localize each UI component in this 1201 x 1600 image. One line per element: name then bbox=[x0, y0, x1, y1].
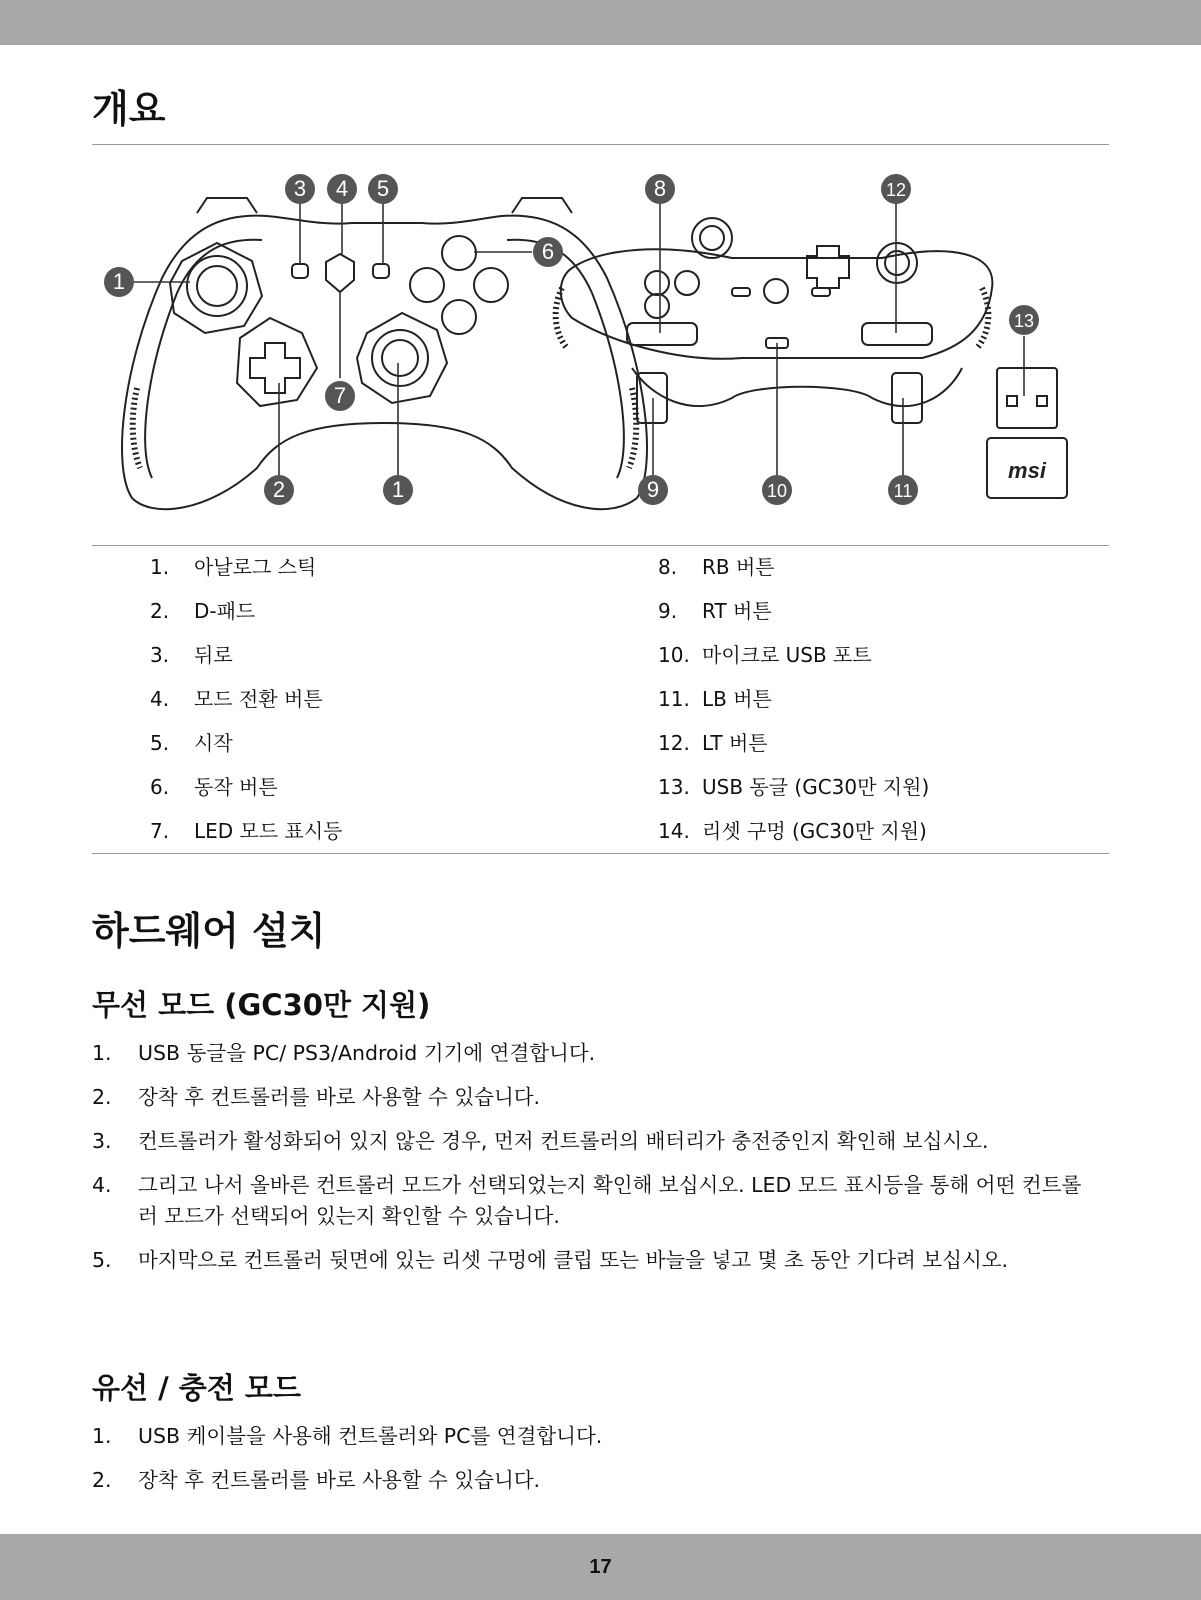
legend-item: 13. USB 동글 (GC30만 지원) bbox=[658, 775, 930, 799]
list-item: 5. 마지막으로 컨트롤러 뒷면에 있는 리셋 구멍에 클립 또는 바늘을 넣고 몇 초 동안 기다려 보십시오. bbox=[92, 1248, 1009, 1272]
page-title: 개요 bbox=[92, 87, 166, 131]
leader-lines bbox=[134, 204, 1024, 490]
list-item: 2. 장착 후 컨트롤러를 바로 사용할 수 있습니다. bbox=[92, 1468, 541, 1492]
legend-item: 5. 시작 bbox=[150, 731, 233, 755]
callout-8: 8 bbox=[653, 176, 667, 201]
callouts bbox=[104, 174, 1039, 505]
legend-item: 10. 마이크로 USB 포트 bbox=[658, 643, 872, 667]
list-item: 1. USB 동글을 PC/ PS3/Android 기기에 연결합니다. bbox=[92, 1041, 596, 1065]
callout-4: 4 bbox=[335, 176, 349, 201]
legend-item: 1. 아날로그 스틱 bbox=[150, 555, 317, 579]
list-item: 4. 그리고 나서 올바른 컨트롤러 모드가 선택되었는지 확인해 보십시오. LED 모드 표시등을 통해 어떤 컨트롤러 모드가 선택되어 있는지 확인할 수 있습니다. bbox=[92, 1173, 1082, 1228]
legend-item: 2. D-패드 bbox=[150, 599, 256, 623]
controller-diagram bbox=[92, 168, 1109, 528]
legend-bottom-rule bbox=[92, 853, 1109, 854]
legend-item: 7. LED 모드 표시등 bbox=[150, 819, 343, 843]
legend-item: 4. 모드 전환 버튼 bbox=[150, 687, 323, 711]
legend-left-column bbox=[150, 545, 343, 853]
legend-item: 11. LB 버튼 bbox=[658, 687, 772, 711]
callout-13: 13 bbox=[1013, 311, 1035, 331]
wireless-steps bbox=[92, 1038, 1092, 1289]
legend-item: 14. 리셋 구멍 (GC30만 지원) bbox=[658, 819, 927, 843]
wired-title: 유선 / 충전 모드 bbox=[92, 1371, 301, 1405]
legend-item: 6. 동작 버튼 bbox=[150, 775, 278, 799]
footer-bar bbox=[0, 1534, 1201, 1600]
d-pad bbox=[237, 318, 317, 406]
callout-5: 5 bbox=[376, 176, 390, 201]
front-controller-outline bbox=[122, 198, 647, 509]
callout-2: 2 bbox=[272, 477, 286, 502]
callout-12: 12 bbox=[885, 180, 907, 200]
callout-11: 11 bbox=[893, 481, 913, 501]
callout-1b: 1 bbox=[391, 477, 405, 502]
center-buttons bbox=[292, 254, 389, 292]
legend-item: 12. LT 버튼 bbox=[658, 731, 768, 755]
callout-6: 6 bbox=[541, 239, 555, 264]
list-item: 2. 장착 후 컨트롤러를 바로 사용할 수 있습니다. bbox=[92, 1085, 541, 1109]
top-controller-outline bbox=[556, 218, 993, 423]
left-analog-stick bbox=[170, 243, 262, 333]
callout-3: 3 bbox=[293, 176, 307, 201]
list-item: 1. USB 케이블을 사용해 컨트롤러와 PC를 연결합니다. bbox=[92, 1424, 603, 1448]
legend-item: 8. RB 버튼 bbox=[658, 555, 775, 579]
legend-item: 3. 뒤로 bbox=[150, 643, 233, 667]
legend-right-column bbox=[658, 545, 929, 853]
title-rule bbox=[92, 144, 1109, 145]
msi-logo: msi bbox=[1008, 458, 1046, 483]
callout-1a: 1 bbox=[112, 269, 126, 294]
header-bar bbox=[0, 0, 1201, 45]
page-number: 17 bbox=[589, 1556, 612, 1578]
hardware-title: 하드웨어 설치 bbox=[92, 909, 326, 953]
action-buttons bbox=[410, 236, 508, 334]
legend-item: 9. RT 버튼 bbox=[658, 599, 772, 623]
right-analog-stick bbox=[357, 313, 447, 403]
wired-steps bbox=[92, 1421, 1092, 1509]
callout-9: 9 bbox=[646, 477, 660, 502]
list-item: 3. 컨트롤러가 활성화되어 있지 않은 경우, 먼저 컨트롤러의 배터리가 충전중인지 확인해 보십시오. bbox=[92, 1129, 989, 1153]
callout-10: 10 bbox=[766, 481, 788, 501]
callout-7: 7 bbox=[333, 383, 347, 408]
wireless-title: 무선 모드 (GC30만 지원) bbox=[92, 988, 431, 1022]
